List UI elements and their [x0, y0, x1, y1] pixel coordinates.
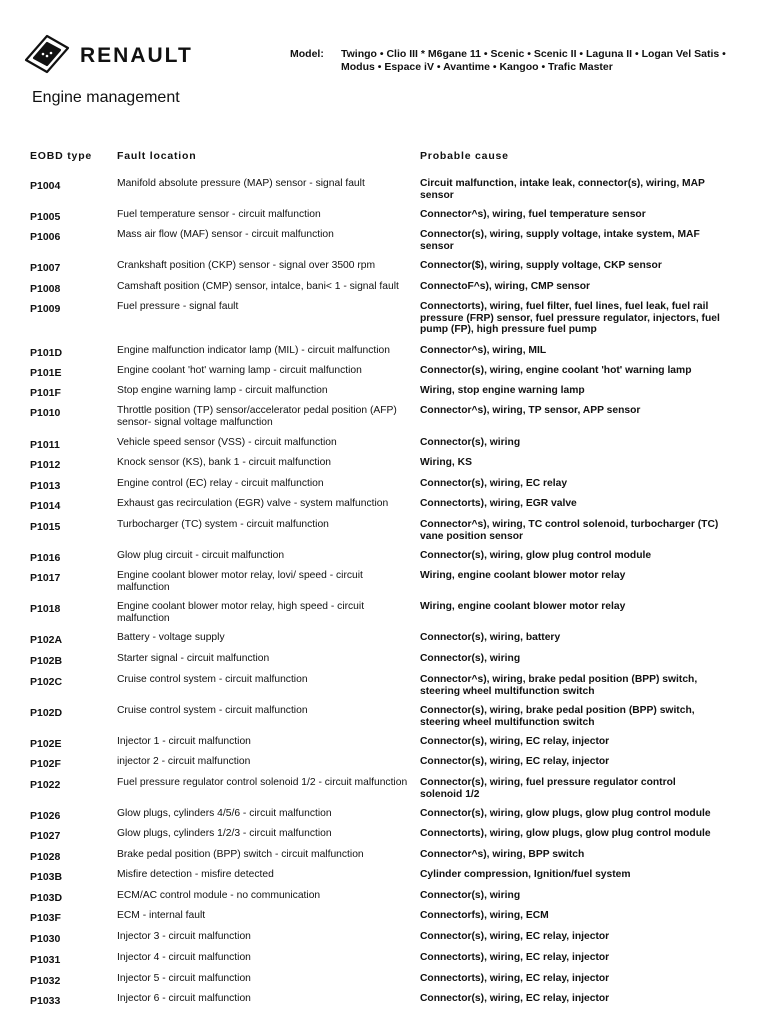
probable-cause: Connector($), wiring, supply voltage, CKP sensor [420, 260, 662, 271]
fault-location: Cruise control system - circuit malfunction [117, 674, 308, 685]
probable-cause: Connectorts), wiring, EGR valve [420, 498, 577, 509]
fault-location: Manifold absolute pressure (MAP) sensor - signal fault [117, 178, 365, 189]
probable-cause: Connector^s), wiring, fuel temperature sensor [420, 209, 646, 220]
eobd-code: P1009 [30, 303, 61, 315]
eobd-code: P1013 [30, 480, 61, 492]
fault-location: Turbocharger (TC) system - circuit malfunction [117, 519, 329, 530]
probable-cause: Connector(s), wiring [420, 890, 521, 901]
probable-cause: Wiring, engine coolant blower motor relay [420, 570, 626, 581]
probable-cause: Wiring, stop engine warning lamp [420, 385, 585, 396]
eobd-code: P1015 [30, 521, 61, 533]
fault-location: Crankshaft position (CKP) sensor - signal over 3500 rpm [117, 260, 376, 271]
brand-name: RENAULT [80, 44, 193, 67]
fault-location: Fuel pressure - signal fault [117, 301, 239, 312]
eobd-code: P1011 [30, 439, 60, 451]
probable-cause: Connector(s), wiring, engine coolant 'hot' warning lamp [420, 365, 692, 376]
fault-location: Fuel temperature sensor - circuit malfunction [117, 209, 321, 220]
eobd-code: P1004 [30, 180, 61, 192]
eobd-code: P102E [30, 738, 62, 750]
probable-cause: Wiring, engine coolant blower motor relay [420, 601, 626, 612]
probable-cause: Connectorts), wiring, EC relay, injector [420, 973, 610, 984]
probable-cause: Connectorts), wiring, EC relay, injector [420, 952, 610, 963]
probable-cause: Connector^s), wiring, brake pedal position (BPP) switch, steering wheel multifunction switch [420, 674, 698, 697]
fault-location: Injector 4 - circuit malfunction [117, 952, 251, 963]
eobd-code: P102C [30, 676, 63, 688]
eobd-code: P1030 [30, 933, 61, 945]
eobd-code: P102F [30, 758, 61, 770]
probable-cause: Connector(s), wiring, EC relay [420, 478, 568, 489]
eobd-code: P1010 [30, 407, 61, 419]
fault-location: Fuel pressure regulator control solenoid 1/2 - circuit malfunction [117, 777, 408, 788]
fault-location: Starter signal - circuit malfunction [117, 653, 270, 664]
eobd-code: P103B [30, 871, 63, 883]
probable-cause: Connector(s), wiring, battery [420, 632, 561, 643]
eobd-code: P101D [30, 347, 63, 359]
fault-location: Engine coolant blower motor relay, high speed - circuit malfunction [117, 601, 365, 624]
fault-location: Knock sensor (KS), bank 1 - circuit malfunction [117, 457, 332, 468]
probable-cause: Connector(s), wiring, EC relay, injector [420, 736, 610, 747]
fault-location: Engine control (EC) relay - circuit malfunction [117, 478, 324, 489]
probable-cause: Connector^s), wiring, BPP switch [420, 849, 585, 860]
fault-location: ECM - internal fault [117, 910, 206, 921]
eobd-code: P1005 [30, 211, 61, 223]
eobd-code: P1012 [30, 459, 61, 471]
fault-location: Exhaust gas recirculation (EGR) valve - system malfunction [117, 498, 389, 509]
probable-cause: Connector(s), wiring, glow plugs, glow plug control module [420, 808, 711, 819]
probable-cause: Connector^s), wiring, TP sensor, APP sensor [420, 405, 641, 416]
eobd-code: P1022 [30, 779, 61, 791]
probable-cause: Connectorts), wiring, glow plugs, glow plug control module [420, 828, 711, 839]
probable-cause: Connector(s), wiring, supply voltage, intake system, MAF sensor [420, 229, 700, 252]
fault-location: Engine malfunction indicator lamp (MIL) - circuit malfunction [117, 345, 390, 356]
eobd-code: P1033 [30, 995, 61, 1007]
probable-cause: Connector(s), wiring, fuel pressure regulator control solenoid 1/2 [420, 777, 676, 800]
eobd-code: P1031 [30, 954, 61, 966]
fault-location: Throttle position (TP) sensor/accelerator pedal position (AFP) sensor- signal voltage malfunction [117, 405, 397, 428]
probable-cause: Circuit malfunction, intake leak, connector(s), wiring, MAP sensor [420, 178, 705, 201]
fault-location: Camshaft position (CMP) sensor, intalce, bani< 1 - signal fault [117, 281, 399, 292]
fault-location: Stop engine warning lamp - circuit malfunction [117, 385, 328, 396]
fault-location: Injector 6 - circuit malfunction [117, 993, 251, 1004]
probable-cause: Connector(s), wiring [420, 653, 521, 664]
probable-cause: Connector(s), wiring, glow plug control module [420, 550, 652, 561]
fault-location: Engine coolant blower motor relay, lovi/ speed - circuit malfunction [117, 570, 363, 593]
probable-cause: Connector^s), wiring, TC control solenoid, turbocharger (TC) vane position sensor [420, 519, 719, 542]
fault-location: Mass air flow (MAF) sensor - circuit malfunction [117, 229, 334, 240]
eobd-code: P101F [30, 387, 61, 399]
fault-location: Injector 5 - circuit malfunction [117, 973, 251, 984]
probable-cause: Wiring, KS [420, 457, 472, 468]
eobd-code: P1028 [30, 851, 61, 863]
probable-cause: Connectorfs), wiring, ECM [420, 910, 549, 921]
column-header-probable-cause: Probable cause [420, 150, 509, 162]
fault-location: Vehicle speed sensor (VSS) - circuit malfunction [117, 437, 337, 448]
eobd-code: P1026 [30, 810, 61, 822]
eobd-code: P1008 [30, 283, 61, 295]
eobd-code: P1017 [30, 572, 61, 584]
probable-cause: Connector(s), wiring, EC relay, injector [420, 756, 610, 767]
fault-location: ECM/AC control module - no communication [117, 890, 321, 901]
column-header-fault-location: Fault location [117, 150, 197, 162]
probable-cause: Connector^s), wiring, MIL [420, 345, 547, 356]
fault-location: Engine coolant 'hot' warning lamp - circuit malfunction [117, 365, 362, 376]
eobd-code: P103D [30, 892, 63, 904]
eobd-code: P1007 [30, 262, 61, 274]
probable-cause: Connector(s), wiring [420, 437, 521, 448]
eobd-code: P102B [30, 655, 63, 667]
model-label: Model: [290, 48, 324, 60]
fault-location: Injector 3 - circuit malfunction [117, 931, 251, 942]
probable-cause: Cylinder compression, Ignition/fuel system [420, 869, 631, 880]
eobd-code: P1032 [30, 975, 61, 987]
eobd-code: P101E [30, 367, 62, 379]
probable-cause: ConnectoF^s), wiring, CMP sensor [420, 281, 591, 292]
eobd-code: P102A [30, 634, 63, 646]
fault-location: Glow plug circuit - circuit malfunction [117, 550, 285, 561]
probable-cause: Connector(s), wiring, EC relay, injector [420, 931, 610, 942]
column-header-eobd-type: EOBD type [30, 150, 93, 162]
eobd-code: P1027 [30, 830, 61, 842]
eobd-code: P1018 [30, 603, 61, 615]
fault-location: Glow plugs, cylinders 1/2/3 - circuit malfunction [117, 828, 332, 839]
fault-location: Glow plugs, cylinders 4/5/6 - circuit malfunction [117, 808, 332, 819]
eobd-code: P1016 [30, 552, 61, 564]
eobd-code: P1006 [30, 231, 61, 243]
fault-location: injector 2 - circuit malfunction [117, 756, 251, 767]
eobd-code: P1014 [30, 500, 61, 512]
model-list: Twingo • Clio III * M6gane 11 • Scenic • Scenic II • Laguna II • Logan Vel Satis • Modus • Espace iV • Avantime • Kangoo • Trafic Master [341, 48, 726, 73]
fault-location: Misfire detection - misfire detected [117, 869, 274, 880]
fault-location: Battery - voltage supply [117, 632, 225, 643]
page-subtitle: Engine management [32, 89, 180, 106]
probable-cause: Connectorts), wiring, fuel filter, fuel lines, fuel leak, fuel rail pressure (FRP) sensor, fuel pressure regulator, injectors, fuel pump (FP), high pressure fuel pump [420, 301, 720, 335]
probable-cause: Connector(s), wiring, brake pedal position (BPP) switch, steering wheel multifunction switch [420, 705, 695, 728]
fault-location: Cruise control system - circuit malfunction [117, 705, 308, 716]
eobd-code: P103F [30, 912, 61, 924]
fault-location: Injector 1 - circuit malfunction [117, 736, 251, 747]
fault-location: Brake pedal position (BPP) switch - circuit malfunction [117, 849, 364, 860]
probable-cause: Connector(s), wiring, EC relay, injector [420, 993, 610, 1004]
eobd-code: P102D [30, 707, 63, 719]
